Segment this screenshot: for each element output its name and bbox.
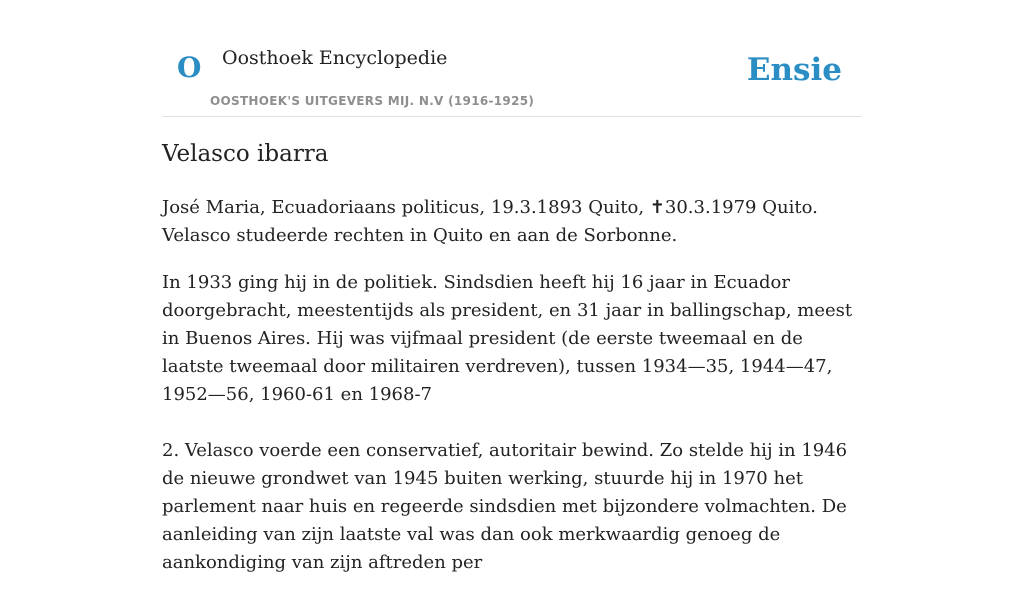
article-title: Velasco ibarra (162, 141, 329, 167)
ensie-logo[interactable]: Ensie (746, 52, 842, 88)
source-logo[interactable]: O (177, 51, 202, 84)
article (162, 138, 862, 596)
source-subtitle: OOSTHOEK'S UITGEVERS MIJ. N.V (1916-1925) (210, 94, 535, 108)
article-paragraph: In 1933 ging hij in de politiek. Sindsdien heeft hij 16 jaar in Ecuador doorgebracht, meestentijds als president, en 31 jaar in ballingschap, meest in Buenos Aires. Hij was vijfmaal president (de eerste tweemaal en de laatste tweemaal door militairen verdreven), tussen 1934—35, 1944—47, 1952—56, 1960-61 en 1968-7 (162, 272, 853, 405)
article-paragraph: José Maria, Ecuadoriaans politicus, 19.3.1893 Quito, ✝30.3.1979 Quito. Velasco studeerde rechten in Quito en aan de Sorbonne. (162, 197, 818, 246)
source-header (162, 0, 862, 117)
page (162, 0, 862, 573)
source-title-link[interactable]: Oosthoek Encyclopedie (222, 47, 448, 69)
article-paragraph: 2. Velasco voerde een conservatief, autoritair bewind. Zo stelde hij in 1946 de nieuwe grondwet van 1945 buiten werking, stuurde hij in 1970 het parlement naar huis en regeerde sindsdien met bijzondere volmachten. De aanleiding van zijn laatste val was dan ook merkwaardig genoeg de aankondiging van zijn aftreden per (162, 440, 848, 573)
